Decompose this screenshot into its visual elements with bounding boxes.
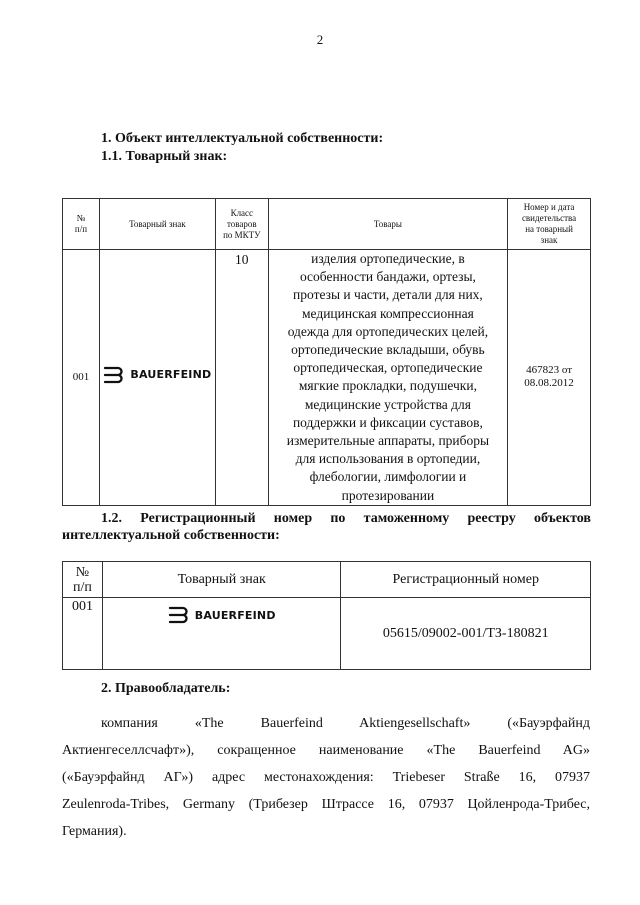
header-mark: Товарный знак: [102, 562, 341, 598]
row-mark: [102, 598, 341, 670]
bauerfeind-symbol-icon: [168, 606, 190, 624]
row-mark: [99, 250, 215, 506]
section-2-heading: 2. Правообладатель:: [101, 681, 231, 696]
goods-line: для использования в ортопедии,: [295, 451, 481, 467]
goods-line: протезы и части, детали для них,: [293, 287, 483, 303]
goods-line: ортопедическая, ортопедические: [293, 360, 483, 376]
section-1-2-heading-line2: интеллектуальной собственности:: [62, 528, 280, 543]
paragraph-line: («Бауэрфайнд АГ») адрес местонахождения: Triebeser Straße 16, 07937: [62, 770, 590, 785]
row-reg: 05615/09002-001/ТЗ-180821: [341, 598, 591, 670]
paragraph-line: Германия).: [62, 824, 127, 839]
goods-list: [269, 250, 507, 505]
registration-table: [62, 561, 591, 670]
header-class: Класс товаров по МКТУ: [215, 199, 268, 250]
goods-line: особенности бандажи, ортезы,: [299, 269, 476, 285]
page-number: 2: [316, 32, 324, 47]
goods-line: одежда для ортопедических целей,: [287, 323, 489, 339]
table-row: [63, 598, 591, 670]
goods-line: медицинская компрессионная: [301, 305, 474, 321]
bauerfeind-logo-text: BAUERFEIND: [130, 368, 212, 382]
row-num: 001: [63, 598, 103, 670]
paragraph-line: Zeulenroda-Tribes, Germany (Трибезер Штрассе 16, 07937 Цойленрода-Трибес,: [62, 797, 590, 812]
row-class: 10: [215, 250, 268, 506]
goods-line: медицинские устройства для: [304, 396, 471, 412]
section-1-2-heading-line1: 1.2. Регистрационный номер по таможенному реестру объектов: [101, 511, 591, 526]
goods-line: изделия ортопедические, в: [311, 251, 465, 266]
bauerfeind-logo: [103, 366, 211, 384]
goods-line: поддержки и фиксации суставов,: [292, 414, 483, 430]
row-goods: [268, 250, 507, 506]
goods-line: ортопедические вкладыши, обувь: [291, 342, 485, 358]
row-num: 001: [63, 250, 100, 506]
header-num: № п/п: [63, 199, 100, 250]
section-1-heading: 1. Объект интеллектуальной собственности:: [101, 131, 384, 146]
section-1-1-heading: 1.1. Товарный знак:: [101, 149, 228, 164]
goods-line: мягкие прокладки, подушечки,: [298, 378, 477, 394]
paragraph-line: компания «The Bauerfeind Aktiengesellschaft» («Бауэрфайнд: [101, 716, 590, 731]
rightholder-paragraph: [62, 710, 590, 845]
header-goods: Товары: [268, 199, 507, 250]
registration-table-header: [63, 562, 591, 598]
goods-line: флебологии, лимфологии и: [309, 469, 467, 485]
trademark-table: [62, 198, 591, 506]
header-mark: Товарный знак: [99, 199, 215, 250]
bauerfeind-logo: [168, 606, 276, 624]
bauerfeind-logo-text: BAUERFEIND: [194, 608, 276, 622]
header-reg: Регистрационный номер: [341, 562, 591, 598]
bauerfeind-symbol-icon: [103, 366, 125, 384]
goods-line: измерительные аппараты, приборы: [286, 433, 490, 449]
row-reg: 467823 от 08.08.2012: [508, 250, 591, 506]
header-num: № п/п: [63, 562, 103, 598]
table-row: [63, 250, 591, 506]
paragraph-line: Актиенгеселлсчафт»), сокращенное наименование «The Bauerfeind AG»: [62, 743, 590, 758]
header-reg: Номер и дата свидетельства на товарный знак: [508, 199, 591, 250]
trademark-table-header: [63, 199, 591, 250]
goods-line: протезировании: [341, 487, 435, 503]
